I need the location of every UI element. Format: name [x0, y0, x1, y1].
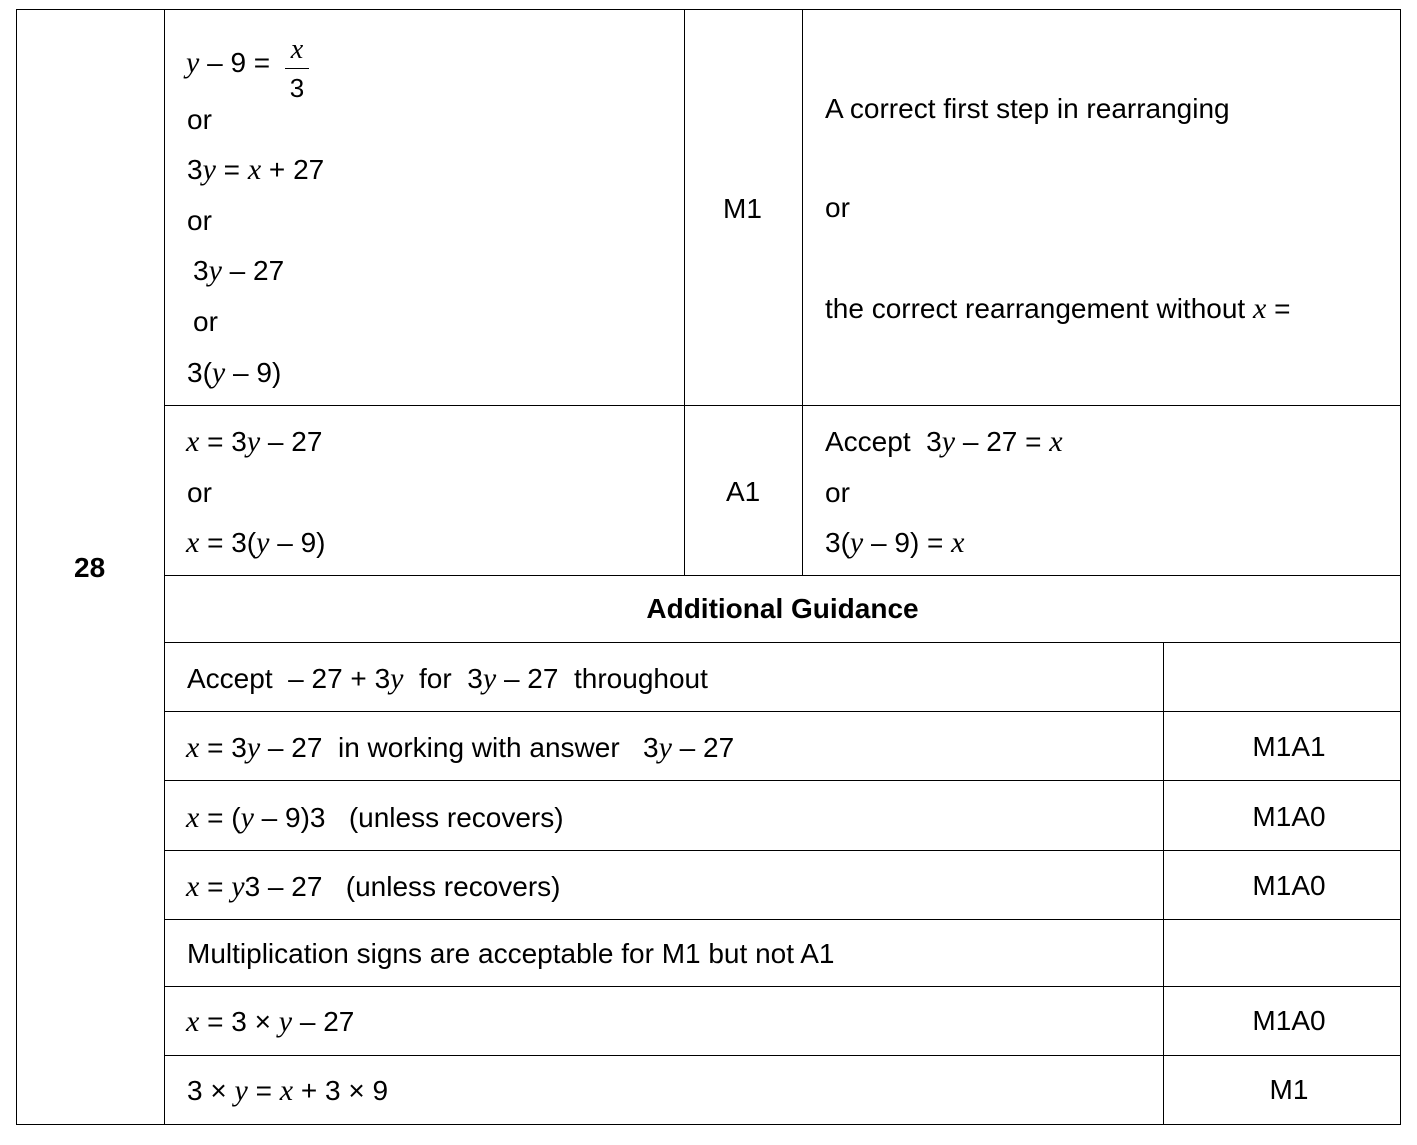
- text: =: [199, 871, 232, 902]
- var-y: y: [234, 1074, 248, 1107]
- var-x: x: [951, 526, 965, 559]
- row1-comment-line3: [825, 294, 1290, 324]
- row2-answer-line2: [186, 528, 326, 558]
- guidance-divider-3: [164, 850, 1401, 851]
- text: for 3: [403, 663, 483, 694]
- var-y: y: [482, 662, 497, 695]
- text: = 3: [199, 732, 247, 763]
- guidance-title: Additional Guidance: [646, 593, 919, 624]
- answer-mark-divider: [684, 9, 685, 575]
- guidance-mark-1: M1A1: [1252, 731, 1326, 762]
- row-divider-2: [164, 575, 1401, 576]
- guidance-item-5: [186, 1007, 354, 1037]
- text: – 27: [671, 732, 735, 763]
- var-x: x: [186, 1005, 200, 1038]
- var-y: y: [246, 731, 261, 764]
- text: = 3: [199, 426, 247, 457]
- var-y: y: [256, 526, 270, 559]
- row1-answer-line2: [187, 155, 324, 185]
- guidance-divider-5: [164, 986, 1401, 987]
- guidance-mark-5: M1A0: [1252, 1005, 1326, 1036]
- text: – 9 =: [199, 47, 278, 78]
- var-x: x: [186, 526, 200, 559]
- text: – 9): [269, 527, 326, 558]
- guidance-mark-3: M1A0: [1252, 870, 1326, 901]
- fraction-bar: [285, 68, 309, 69]
- text: 3 ×: [187, 1075, 235, 1106]
- var-y: y: [211, 356, 226, 389]
- row2-or: or: [187, 477, 212, 508]
- var-y: y: [240, 801, 254, 834]
- guidance-item-0: [187, 664, 708, 694]
- row-divider-1: [164, 405, 1401, 406]
- text: 3: [187, 154, 203, 185]
- guidance-divider-0: [164, 642, 1401, 643]
- row1-comment-line1: A correct first step in rearranging: [825, 93, 1230, 124]
- table-left-border: [16, 9, 17, 1125]
- text: 3: [193, 255, 209, 286]
- row1-answer-line4: [187, 358, 281, 388]
- text: Multiplication signs are acceptable for M1 but not A1: [187, 938, 835, 969]
- text: = (: [199, 802, 241, 833]
- guidance-item-4: [187, 940, 834, 968]
- text: – 9)3 (unless recovers): [253, 802, 564, 833]
- row2-mark: A1: [726, 476, 761, 507]
- text: – 9) =: [863, 527, 952, 558]
- text: =: [247, 1075, 280, 1106]
- text: =: [215, 154, 248, 185]
- guidance-mark-6: M1: [1269, 1074, 1309, 1105]
- var-x: x: [186, 425, 200, 458]
- text: – 27: [260, 426, 323, 457]
- row1-mark: M1: [723, 193, 762, 224]
- text: 3(: [187, 357, 212, 388]
- var-y: y: [208, 254, 222, 287]
- row2-answer-line1: [186, 427, 322, 457]
- guidance-item-1: [186, 733, 734, 763]
- var-x: x: [279, 1074, 294, 1107]
- text: + 27: [261, 154, 325, 185]
- var-y: y: [390, 662, 404, 695]
- var-y: y: [231, 870, 245, 903]
- text: = 3 ×: [199, 1006, 279, 1037]
- var-y: y: [246, 425, 261, 458]
- text: 3(: [825, 527, 850, 558]
- text: + 3 × 9: [293, 1075, 389, 1106]
- row2-comment-or: or: [825, 477, 850, 508]
- table-bottom-border: [16, 1124, 1401, 1125]
- var-y: y: [202, 153, 216, 186]
- table-top-border: [16, 9, 1401, 10]
- table-right-border: [1400, 9, 1401, 1125]
- guidance-divider-4: [164, 919, 1401, 920]
- mark-comment-divider: [802, 9, 803, 575]
- row1-comment-or: or: [825, 192, 850, 223]
- question-number: 28: [74, 552, 106, 583]
- var-x: x: [186, 801, 200, 834]
- row2-comment-line3: [825, 528, 965, 558]
- text: =: [1266, 293, 1291, 324]
- row1-or-1: or: [187, 104, 212, 135]
- text: the correct rearrangement without: [825, 293, 1253, 324]
- text: – 27 throughout: [496, 663, 708, 694]
- row2-comment-line1: [825, 427, 1063, 457]
- text: = 3(: [199, 527, 257, 558]
- guidance-divider-6: [164, 1055, 1401, 1056]
- var-x: x: [1049, 425, 1063, 458]
- var-y: y: [186, 46, 200, 79]
- var-x: x: [186, 870, 200, 903]
- text: Accept – 27 + 3: [187, 663, 391, 694]
- text: – 27: [292, 1006, 355, 1037]
- fraction-numerator: x: [290, 34, 304, 65]
- fraction-x-over-3: [285, 36, 309, 101]
- text: 3 – 27 (unless recovers): [244, 871, 561, 902]
- var-y: y: [849, 526, 864, 559]
- text: Accept 3: [825, 426, 942, 457]
- row1-or-3: or: [193, 306, 218, 337]
- guidance-item-2: [186, 803, 564, 833]
- guidance-divider-2: [164, 780, 1401, 781]
- question-column-divider: [164, 9, 165, 1125]
- text: – 27 =: [955, 426, 1050, 457]
- fraction-denominator: 3: [289, 73, 305, 103]
- guidance-item-3: [186, 872, 561, 902]
- text: – 9): [225, 357, 282, 388]
- var-y: y: [941, 425, 956, 458]
- var-x: x: [1252, 292, 1267, 325]
- row1-or-2: or: [187, 205, 212, 236]
- var-y: y: [658, 731, 672, 764]
- guidance-mark-2: M1A0: [1252, 801, 1326, 832]
- var-x: x: [186, 731, 200, 764]
- text: – 27 in working with answer 3: [260, 732, 659, 763]
- row1-answer-line1: [186, 48, 278, 78]
- row1-answer-line3: [193, 256, 284, 286]
- var-x: x: [247, 153, 262, 186]
- guidance-item-6: [187, 1076, 388, 1106]
- text: – 27: [221, 255, 285, 286]
- var-y: y: [278, 1005, 293, 1038]
- guidance-divider-1: [164, 711, 1401, 712]
